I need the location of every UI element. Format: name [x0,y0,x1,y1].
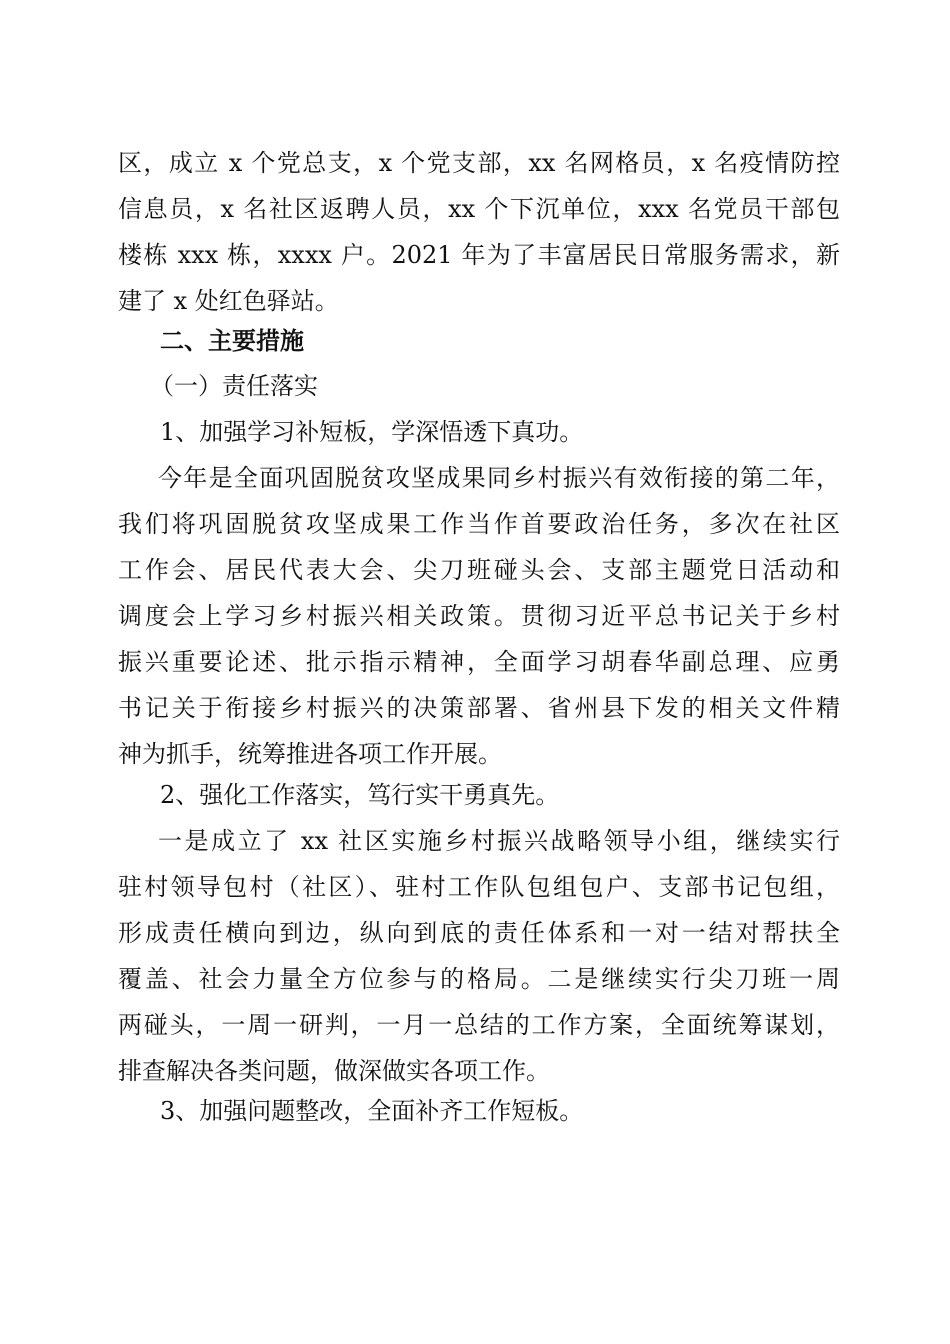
paragraph-line: 工作会、居民代表大会、尖刀班碰头会、支部主题党日活动和 [118,556,840,584]
paragraph-line: 两碰头，一周一研判，一月一总结的工作方案，全面统筹谋划， [118,1011,840,1039]
paragraph-line: 我们将巩固脱贫攻坚成果工作当作首要政治任务，多次在社区 [118,510,840,538]
paragraph-line: 区，成立 x 个党总支，x 个党支部，xx 名网格员，x 名疫情防控 [118,149,840,177]
item2-paragraph [118,818,840,1094]
paragraph-line: 驻村领导包村（社区）、驻村工作队包组包户、支部书记包组， [118,873,840,901]
paragraph-line: 信息员，x 名社区返聘人员，xx 个下沉单位，xxx 名党员干部包 [118,195,840,223]
item3-title: 3、加强问题整改，全面补齐工作短板。 [160,1097,584,1125]
item1-paragraph [118,455,840,777]
paragraph-line: 排查解决各类问题，做深做实各项工作。 [118,1057,550,1085]
intro-paragraph [118,140,840,324]
item2-title: 2、强化工作落实，笃行实干勇真先。 [160,781,560,809]
paragraph-line: 覆盖、社会力量全方位参与的格局。二是继续实行尖刀班一周 [118,965,840,993]
section-heading: 二、主要措施 [160,327,304,355]
paragraph-line: 振兴重要论述、批示指示精神，全面学习胡春华副总理、应勇 [118,648,840,676]
paragraph-line: 楼栋 xxx 栋，xxxx 户。2021 年为了丰富居民日常服务需求，新 [118,241,840,269]
paragraph-line: 形成责任横向到边，纵向到底的责任体系和一对一结对帮扶全 [118,919,840,947]
item1-title: 1、加强学习补短板，学深悟透下真功。 [160,418,584,446]
paragraph-line: 调度会上学习乡村振兴相关政策。贯彻习近平总书记关于乡村 [118,602,840,630]
paragraph-line: 建了 x 处红色驿站。 [118,287,339,315]
paragraph-line: 一是成立了 xx 社区实施乡村振兴战略领导小组，继续实行 [158,827,840,855]
paragraph-line: 今年是全面巩固脱贫攻坚成果同乡村振兴有效衔接的第二年， [158,464,840,492]
paragraph-line: 书记关于衔接乡村振兴的决策部署、省州县下发的相关文件精 [118,694,840,722]
subsection-heading: （一）责任落实 [150,372,318,400]
paragraph-line: 神为抓手，统筹推进各项工作开展。 [118,740,502,768]
